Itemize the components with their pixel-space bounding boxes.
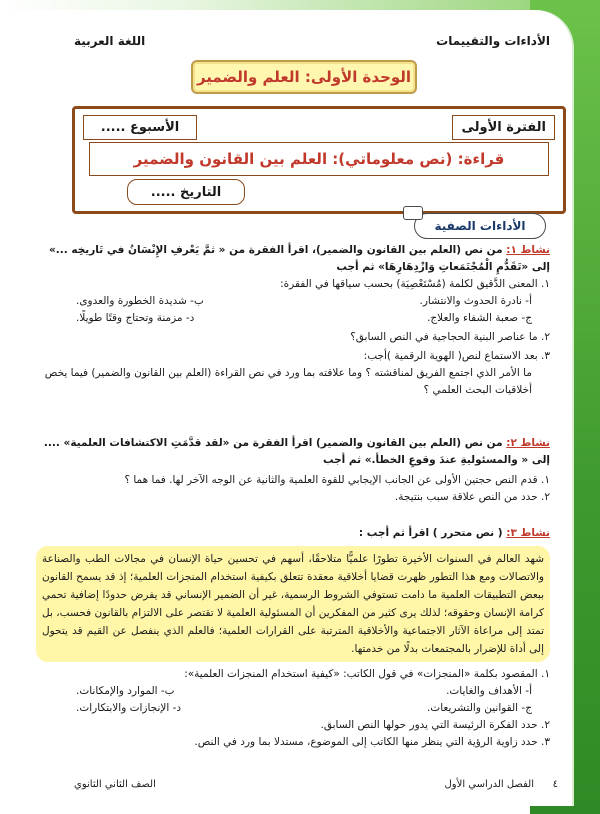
activity-1-q3: ٣. بعد الاستماع لنص( الهوية الرقمية )أجب: bbox=[363, 350, 550, 362]
reading-title: قراءة: (نص معلوماتي): العلم بين القانون والضمير bbox=[89, 142, 549, 176]
activity-2-q1: ١. قدم النص حجتين الأولى عن الجانب الإيجابي للقوة العلمية والثانية عن الوجه الآخر لها. فما هما ؟ bbox=[124, 474, 550, 486]
tab-icon bbox=[403, 206, 423, 220]
activity-1 bbox=[36, 242, 550, 399]
section-title-text: الأداءات الصفية bbox=[434, 219, 526, 233]
footer-grade: الصف الثاني الثانوي bbox=[74, 779, 156, 790]
activity-3-opt-b: ب- الموارد والإمكانات. bbox=[76, 685, 175, 697]
activity-1-q3-text: ما الأمر الذي اجتمع الفريق لمناقشته ؟ وما علاقته بما ورد في نص القراءة (العلم بين القانون والضمير) فيما يخص أخلاقيات البحث العلمي ؟ bbox=[44, 367, 532, 396]
week-box: الأسبوع ..... bbox=[83, 115, 197, 140]
activity-3-q1: ١. المقصود بكلمة «المنجزات» في قول الكاتب: «كيفية استخدام المنجزات العلمية»: bbox=[184, 668, 550, 680]
header-right: الأداءات والتقييمات bbox=[436, 34, 550, 48]
activity-3-opt-a: أ- الأهداف والغايات. bbox=[446, 685, 532, 697]
footer-term: الفصل الدراسي الأول bbox=[444, 779, 534, 790]
unit-title: الوحدة الأولى: العلم والضمير bbox=[191, 60, 417, 94]
activity-2-q2: ٢. حدد من النص علاقة سبب بنتيجة. bbox=[394, 491, 550, 503]
lesson-frame bbox=[72, 106, 566, 214]
activity-2 bbox=[36, 435, 550, 506]
period-box: الفترة الأولى bbox=[452, 115, 555, 140]
activity-3-passage: شهد العالم في السنوات الأخيرة تطورًا علميًّا متلاحقًا، أسهم في تحسين حياة الإنسان في مجالات الطب والصناعة والاتصالات ومع هذا التطور ظهرت قضايا أخلاقية معقدة تتعلق بكيفية استخدام المنجزات العلمية؛ إذ قد يسمح القانون ببعض التطبيقات العلمية ما دامت تستوفي الشروط الرسمية، غير أن الضمير الإنساني قد يفرض حدودًا إضافية تحمي كرامة الإنسان وحقوقه؛ لذلك يرى كثير من المفكرين أن المسئولية العلمية لا تقتصر على الالتزام بالقانون فحسب، بل تمتد إلى مراعاة الآثار الاجتماعية والأخلاقية المترتبة على القرارات العلمية؛ فالعلم الذي ينفصل عن القيم قد يتحول إلى أداة للإضرار بالمجتمعات بدلًا من خدمتها. bbox=[36, 546, 550, 662]
activity-1-opt-d: د- مزمنة وتحتاج وقتًا طويلًا. bbox=[76, 312, 195, 324]
activity-3-opt-d: د- الإنجازات والابتكارات. bbox=[76, 702, 182, 714]
activity-1-q2: ٢. ما عناصر البنية الحجاجية في النص السابق؟ bbox=[350, 331, 550, 343]
activity-3-opt-c: ج- القوانين والتشريعات. bbox=[426, 702, 532, 714]
activity-3 bbox=[36, 525, 550, 751]
activity-1-opt-a: أ- نادرة الحدوث والانتشار. bbox=[419, 295, 532, 307]
activity-1-opt-c: ج- صعبة الشفاء والعلاج. bbox=[427, 312, 532, 324]
header-left: اللغة العربية bbox=[74, 34, 146, 48]
worksheet-page bbox=[6, 10, 572, 806]
activity-1-q1: ١. المعنى الدَّقيق لكلمة (مُسْتَعْصِيَة) بحسب سياقها في الفقرة: bbox=[280, 278, 550, 290]
activity-1-opt-b: ب- شديدة الخطورة والعدوى. bbox=[76, 295, 204, 307]
activity-2-label: نشاط ٢: bbox=[506, 437, 550, 449]
activity-3-q3: ٣. حدد زاوية الرؤية التي ينظر منها الكاتب إلى الموضوع، مستدلا بما ورد في النص. bbox=[194, 736, 550, 748]
activity-1-label: نشاط ١: bbox=[506, 244, 550, 256]
activity-2-intro: من نص (العلم بين القانون والضمير) اقرأ الفقرة من «لقد قدَّمَتِ الاكتشافات العلمية» .... إلى « والمسئوليةِ عندَ وقوعِ الخطأ.» ثم أجب bbox=[43, 437, 550, 466]
activity-1-intro: من نص (العلم بين القانون والضمير)، اقرأ الفقرة من « ثمَّ يَعْرفِ الإِنْسَانُ في تَاريخِه ...» إلى «تَقَدُّمِ الْمُجْتَمَعاتِ وَازْدِهَارِهَا» ثم أجب bbox=[48, 244, 550, 273]
section-title bbox=[414, 213, 546, 239]
activity-3-label: نشاط ٣: bbox=[506, 527, 550, 539]
activity-3-intro: ( نص متحرر ) اقرأ ثم أجب : bbox=[358, 527, 507, 539]
footer-page-number: ٤ bbox=[552, 779, 558, 790]
date-box: التاريخ ..... bbox=[127, 179, 245, 205]
activity-3-q2: ٢. حدد الفكرة الرئيسة التي يدور حولها النص السابق. bbox=[320, 719, 550, 731]
